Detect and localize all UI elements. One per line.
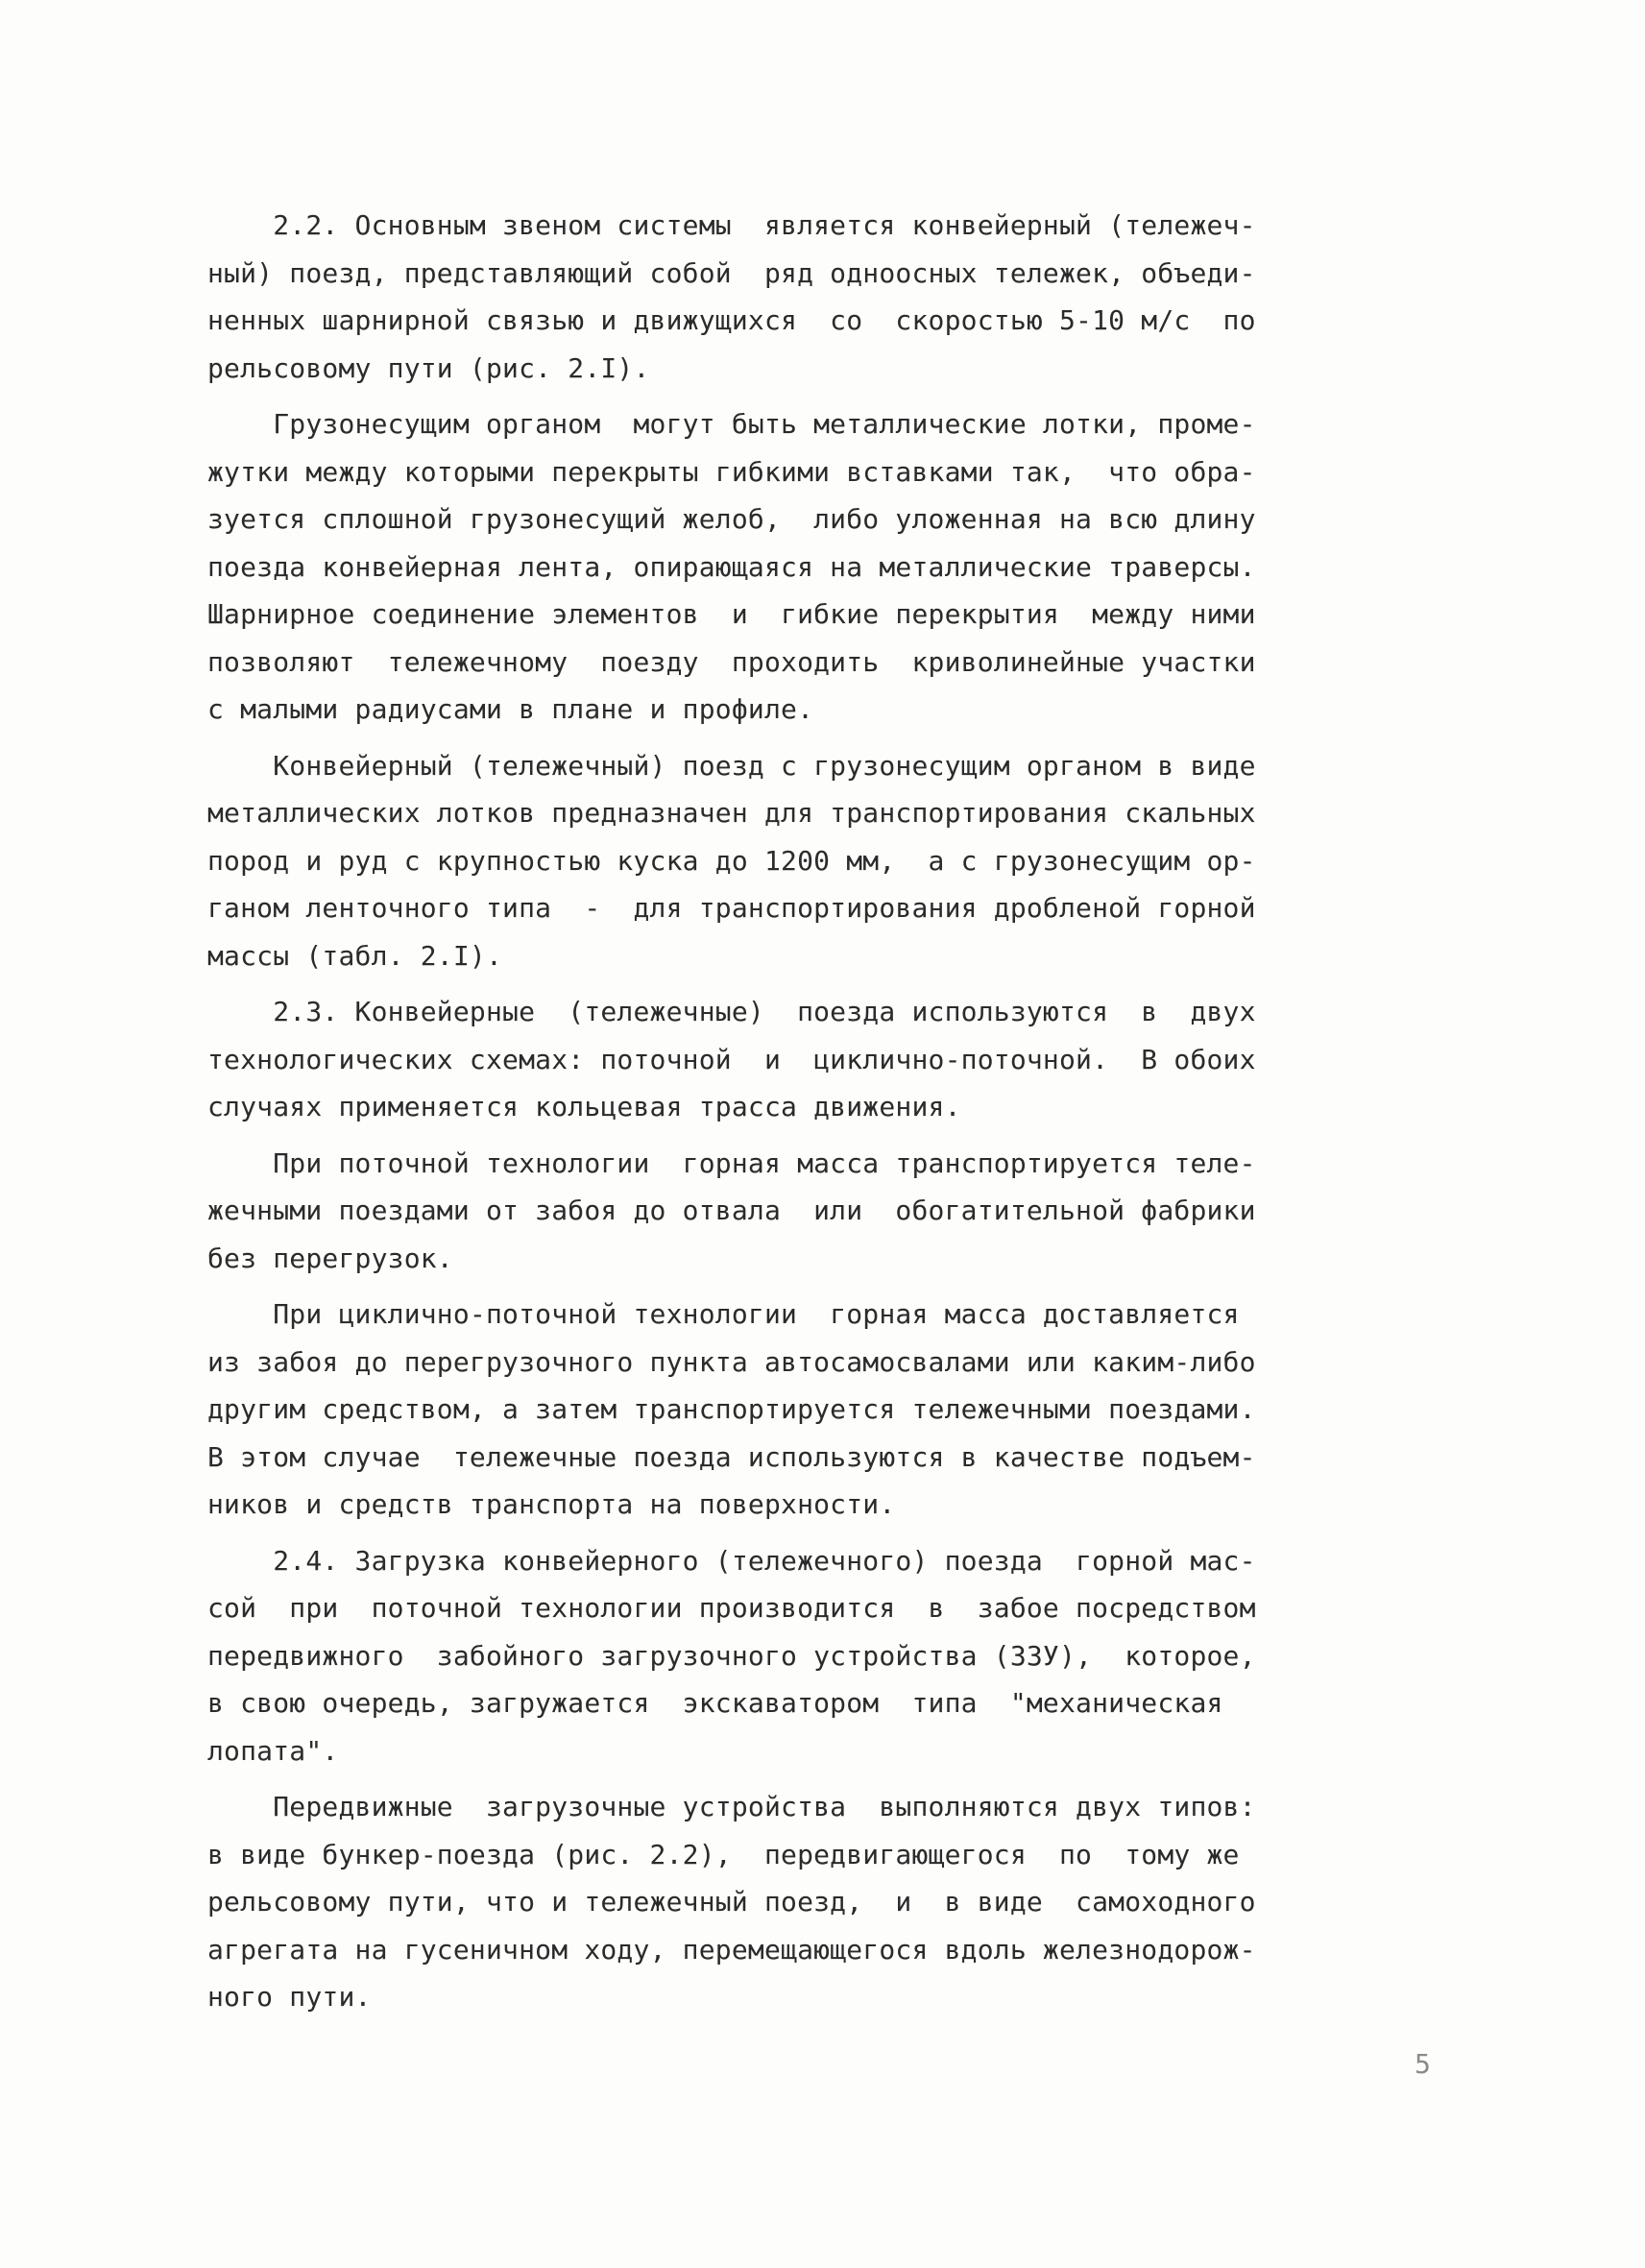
paragraph (207, 1783, 1450, 2021)
text-line: пород и руд с крупностью куска до 1200 мм, а с грузонесущим ор- (207, 844, 1256, 877)
text-line: В этом случае тележечные поезда используются в качестве подъем- (207, 1440, 1256, 1473)
text-line: Конвейерный (тележечный) поезд с грузонесущим органом в виде (207, 749, 1256, 782)
text-line: 2.4. Загрузка конвейерного (тележечного) поезда горной мас- (207, 1544, 1256, 1577)
text-line: агрегата на гусеничном ходу, перемещающегося вдоль железнодорож- (207, 1933, 1256, 1966)
text-line: в виде бункер-поезда (рис. 2.2), передвигающегося по тому же (207, 1838, 1240, 1870)
paragraph (207, 988, 1450, 1131)
text-line: в свою очередь, загружается экскаватором типа "механическая (207, 1687, 1223, 1719)
text-line: рельсовому пути, что и тележечный поезд, и в виде самоходного (207, 1886, 1256, 1918)
paragraph (207, 1140, 1450, 1283)
text-line: лопата". (207, 1734, 339, 1767)
body-text (207, 202, 1450, 2030)
paragraph (207, 202, 1450, 392)
text-line: сой при поточной технологии производится в забое посредством (207, 1592, 1256, 1624)
text-line: Грузонесущим органом могут быть металлические лотки, проме- (207, 408, 1256, 440)
text-line: жечными поездами от забоя до отвала или обогатительной фабрики (207, 1194, 1256, 1226)
paragraph (207, 1537, 1450, 1775)
text-line: Передвижные загрузочные устройства выполняются двух типов: (207, 1791, 1256, 1822)
text-line: поезда конвейерная лента, опирающаяся на металлические траверсы. (207, 550, 1256, 583)
text-line: ганом ленточного типа - для транспортирования дробленой горной (207, 892, 1256, 924)
text-line: При циклично-поточной технологии горная масса доставляется (207, 1298, 1240, 1330)
text-line: ный) поезд, представляющий собой ряд одноосных тележек, объеди- (207, 256, 1256, 289)
paragraph (207, 400, 1450, 734)
text-line: металлических лотков предназначен для транспортирования скальных (207, 797, 1256, 829)
text-line: зуется сплошной грузонесущий желоб, либо уложенная на всю длину (207, 503, 1256, 535)
text-line: без перегрузок. (207, 1242, 453, 1274)
text-line: 2.2. Основным звеном системы является конвейерный (тележеч- (207, 209, 1256, 241)
paragraph (207, 1291, 1450, 1529)
text-line: ненных шарнирной связью и движущихся со скоростью 5-10 м/с по (207, 304, 1256, 336)
text-line: из забоя до перегрузочного пункта автосамосвалами или каким-либо (207, 1345, 1256, 1378)
text-line: ного пути. (207, 1981, 372, 2013)
page-number: 5 (1415, 2048, 1431, 2080)
text-line: передвижного забойного загрузочного устройства (ЗЗУ), которое, (207, 1639, 1256, 1672)
text-line: другим средством, а затем транспортируется тележечными поездами. (207, 1393, 1256, 1425)
text-line: случаях применяется кольцевая трасса движения. (207, 1091, 961, 1122)
text-line: массы (табл. 2.I). (207, 939, 503, 972)
paragraph (207, 742, 1450, 980)
text-line: Шарнирное соединение элементов и гибкие перекрытия между ними (207, 598, 1256, 630)
text-line: позволяют тележечному поезду проходить криволинейные участки (207, 645, 1256, 678)
text-line: ников и средств транспорта на поверхности. (207, 1488, 896, 1520)
text-line: рельсовому пути (рис. 2.I). (207, 351, 650, 384)
text-line: 2.3. Конвейерные (тележечные) поезда используются в двух (207, 996, 1256, 1027)
text-line: При поточной технологии горная масса транспортируется теле- (207, 1146, 1256, 1179)
text-line: жутки между которыми перекрыты гибкими вставками так, что обра- (207, 455, 1256, 488)
text-line: технологических схемах: поточной и циклично-поточной. В обоих (207, 1043, 1256, 1075)
text-line: с малыми радиусами в плане и профиле. (207, 693, 814, 725)
